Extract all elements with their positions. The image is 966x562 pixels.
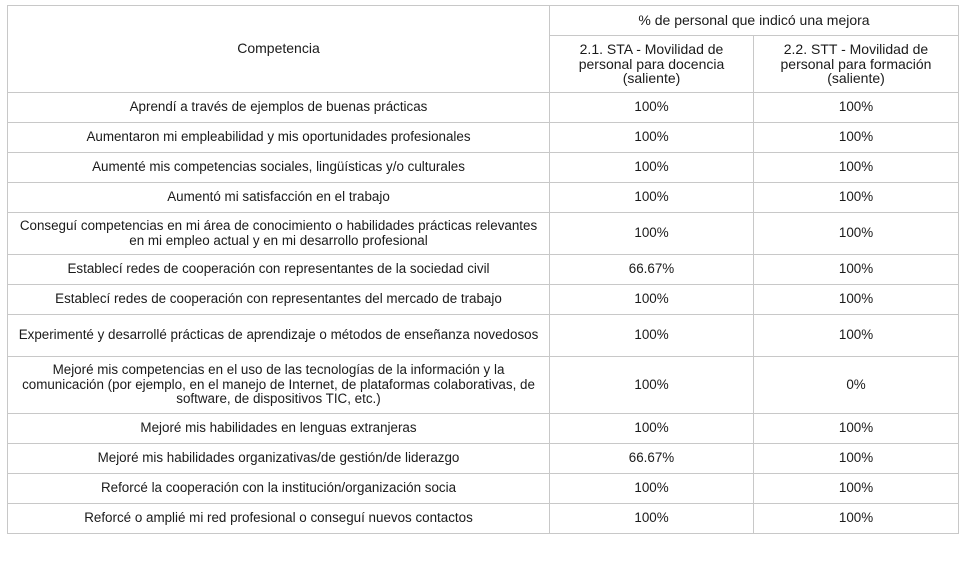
table-row [8,444,959,474]
cell-competencia: Reforcé la cooperación con la institución/organización socia [8,474,550,504]
table-row [8,504,959,534]
table-row [8,93,959,123]
cell-competencia: Reforcé o amplié mi red profesional o conseguí nuevos contactos [8,504,550,534]
cell-stt: 100% [754,153,959,183]
cell-sta: 66.67% [550,444,754,474]
cell-sta: 100% [550,123,754,153]
cell-competencia: Conseguí competencias en mi área de conocimiento o habilidades prácticas relevantes en mi empleo actual y en mi desarrollo profesional [8,213,550,255]
cell-sta: 100% [550,414,754,444]
cell-stt: 100% [754,93,959,123]
header-sta: 2.1. STA - Movilidad de personal para docencia (saliente) [550,36,754,93]
cell-stt: 100% [754,123,959,153]
cell-competencia: Aumenté mis competencias sociales, lingüísticas y/o culturales [8,153,550,183]
cell-stt: 100% [754,183,959,213]
table-row [8,123,959,153]
cell-sta: 100% [550,183,754,213]
cell-stt: 100% [754,414,959,444]
cell-sta: 100% [550,474,754,504]
cell-stt: 100% [754,474,959,504]
cell-competencia: Establecí redes de cooperación con representantes del mercado de trabajo [8,285,550,315]
table-row [8,315,959,357]
header-competencia: Competencia [8,6,550,93]
cell-sta: 100% [550,357,754,414]
cell-sta: 66.67% [550,255,754,285]
cell-stt: 100% [754,255,959,285]
cell-competencia: Establecí redes de cooperación con representantes de la sociedad civil [8,255,550,285]
table-row [8,474,959,504]
cell-competencia: Mejoré mis habilidades organizativas/de gestión/de liderazgo [8,444,550,474]
table-row [8,255,959,285]
cell-stt: 100% [754,213,959,255]
table-row [8,285,959,315]
table-row [8,183,959,213]
cell-sta: 100% [550,285,754,315]
competencias-table [7,5,959,534]
cell-sta: 100% [550,153,754,183]
cell-competencia: Mejoré mis habilidades en lenguas extranjeras [8,414,550,444]
table-row [8,153,959,183]
cell-sta: 100% [550,213,754,255]
cell-competencia: Aumentaron mi empleabilidad y mis oportunidades profesionales [8,123,550,153]
cell-sta: 100% [550,504,754,534]
cell-competencia: Mejoré mis competencias en el uso de las tecnologías de la información y la comunicación (por ejemplo, en el manejo de Internet, de plataformas colaborativas, de software, de dispositivos TIC, etc.) [8,357,550,414]
header-stt: 2.2. STT - Movilidad de personal para formación (saliente) [754,36,959,93]
cell-sta: 100% [550,93,754,123]
cell-stt: 100% [754,315,959,357]
header-row-group [8,6,959,36]
cell-stt: 100% [754,285,959,315]
table-row [8,357,959,414]
cell-stt: 0% [754,357,959,414]
table-row [8,414,959,444]
header-group-mejora: % de personal que indicó una mejora [550,6,959,36]
cell-competencia: Aumentó mi satisfacción en el trabajo [8,183,550,213]
cell-stt: 100% [754,444,959,474]
cell-stt: 100% [754,504,959,534]
table-row [8,213,959,255]
cell-sta: 100% [550,315,754,357]
cell-competencia: Experimenté y desarrollé prácticas de aprendizaje o métodos de enseñanza novedosos [8,315,550,357]
table-container [7,5,959,534]
cell-competencia: Aprendí a través de ejemplos de buenas prácticas [8,93,550,123]
